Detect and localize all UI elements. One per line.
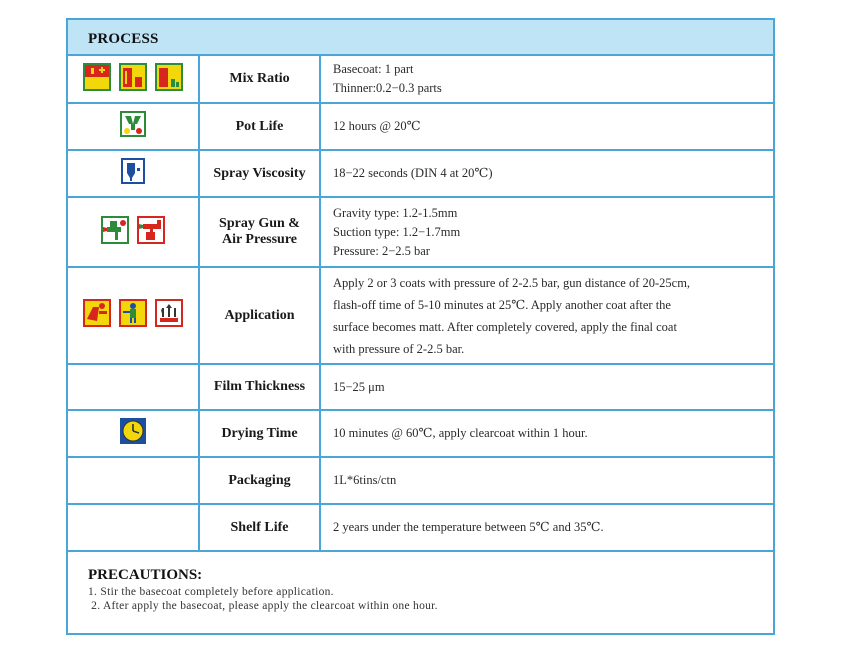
row-label — [199, 267, 320, 364]
spray-operator-icon — [119, 299, 147, 327]
gravity-spray-gun-icon — [101, 216, 129, 244]
row-label — [199, 56, 320, 103]
precautions-section — [88, 567, 758, 613]
value-line: 18−22 seconds (DIN 4 at 20℃) — [333, 166, 493, 180]
row-label-line: Air Pressure — [221, 232, 298, 247]
process-header — [68, 20, 773, 56]
value-line: Apply 2 or 3 coats with pressure of 2-2.5 bar, gun distance of 20-25cm, — [333, 275, 691, 290]
value-line: 10 minutes @ 60℃, apply clearcoat within 1 hour. — [333, 426, 588, 440]
table-row-pot-life — [68, 103, 773, 150]
icon-cell — [68, 197, 199, 267]
icon-cell — [68, 457, 199, 504]
value-line: with pressure of 2-2.5 bar. — [333, 341, 465, 356]
mix-ratio-red-green-icon — [155, 63, 183, 91]
table-row-film-thickness — [68, 364, 773, 410]
table-row-application — [68, 267, 773, 364]
mix-ratio-red-icon — [83, 63, 111, 91]
row-label-line: Packaging — [228, 472, 291, 488]
value-line: 12 hours @ 20℃ — [333, 119, 421, 133]
table-row-drying-time — [68, 410, 773, 457]
icon-cell — [68, 267, 199, 364]
icon-cell — [68, 103, 199, 150]
flash-off-icon — [155, 299, 183, 327]
row-label — [199, 410, 320, 457]
icon-cell — [68, 410, 199, 457]
row-label-line: Application — [224, 307, 295, 323]
row-value — [320, 56, 773, 103]
row-label — [199, 150, 320, 197]
value-line: surface becomes matt. After completely covered, apply the final coat — [333, 319, 677, 334]
row-label — [199, 197, 320, 267]
spray-coat-icon — [83, 299, 111, 327]
value-line: 15−25 μm — [333, 379, 385, 394]
row-label — [199, 457, 320, 504]
process-sheet — [66, 18, 775, 635]
row-value — [320, 504, 773, 551]
mix-ratio-red-bars-icon — [119, 63, 147, 91]
table-row-spray-gun — [68, 197, 773, 267]
row-value — [320, 197, 773, 267]
value-line: 1L*6tins/ctn — [333, 473, 397, 487]
row-label — [199, 364, 320, 410]
value-line: Basecoat: 1 part — [333, 62, 414, 76]
precaution-item: 2. After apply the basecoat, please apply the clearcoat within one hour. — [88, 600, 438, 612]
process-title: PROCESS — [88, 31, 159, 47]
row-label-line: Shelf Life — [230, 519, 289, 535]
value-line: Suction type: 1.2−1.7mm — [333, 224, 461, 239]
row-label-line: Mix Ratio — [229, 71, 290, 86]
value-line: Thinner:0.2−0.3 parts — [333, 81, 442, 95]
value-line: Pressure: 2−2.5 bar — [333, 243, 430, 258]
row-value — [320, 410, 773, 457]
icon-cell — [68, 56, 199, 103]
row-label-line: Film Thickness — [213, 379, 306, 394]
table-row-mix-ratio — [68, 56, 773, 103]
pot-life-icon — [120, 111, 146, 137]
clock-icon — [120, 418, 146, 444]
table-row-shelf-life — [68, 504, 773, 551]
viscosity-cup-icon — [121, 158, 145, 184]
row-label-line: Pot Life — [235, 118, 284, 134]
value-line: Gravity type: 1.2-1.5mm — [333, 205, 458, 220]
table-row-spray-viscosity — [68, 150, 773, 197]
row-label-line: Spray Gun & — [219, 216, 300, 231]
row-value — [320, 103, 773, 150]
row-label — [199, 504, 320, 551]
suction-spray-gun-icon — [137, 216, 165, 244]
value-line: flash-off time of 5-10 minutes at 25℃. Apply another coat after the — [333, 297, 671, 312]
value-line: 2 years under the temperature between 5℃ and 35℃. — [333, 520, 604, 534]
process-table — [68, 56, 773, 552]
precaution-item: 1. Stir the basecoat completely before application. — [88, 586, 334, 598]
row-value — [320, 364, 773, 410]
icon-cell — [68, 364, 199, 410]
row-label-line: Drying Time — [221, 425, 298, 441]
icon-cell — [68, 150, 199, 197]
row-label-line: Spray Viscosity — [213, 165, 306, 181]
row-value — [320, 267, 773, 364]
row-value — [320, 150, 773, 197]
table-row-packaging — [68, 457, 773, 504]
icon-cell — [68, 504, 199, 551]
precautions-title: PRECAUTIONS: — [88, 567, 203, 583]
row-label — [199, 103, 320, 150]
row-value — [320, 457, 773, 504]
